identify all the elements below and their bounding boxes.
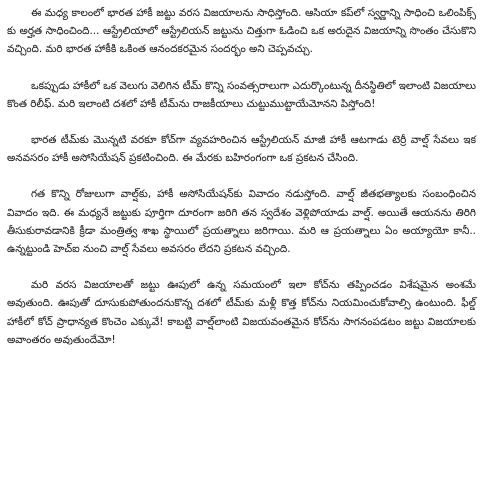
paragraph-coach-dismissed: భారత టీమ్‌కు మొన్నటి వరకూ కోచ్‌గా వ్యవహరించిన ఆస్ట్రేలియన్ మాజీ హాకీ ఆటగాడు టెర్రీ వాల్ష్ సేవలు ఇక అనవసరం హాకీ అసోసియేషన్ ప్రకటించింది. ఈ మేరకు బహిరంగంగా ఒక ప్రకటన చేసింది. (7, 134, 476, 165)
paragraph-salary-dispute: గత కొన్ని రోజులుగా వాల్ష్‌కు, హాకీ అసోసియేషన్‌కు వివాదం నడుస్తోంది. వాల్ష్ జీతభత్యాలకు సంబంధించిన వివాదం ఇది. ఈ మధ్యనే జట్టుకు పూర్తిగా దూరంగా జరిగి తన స్వదేశం వెళ్లిపోయాడు వాల్ష్. అయితే ఆయనను తిరిగి తీసుకురావడానికి క్రీడా మంత్రిత్వ శాఖ స్థాయిలో ప్రయత్నాలు జరిగాయి. మరి ఆ ప్రయత్నాలు ఏం అయ్యాయో కానీ.. ఉన్నట్టుండి హెచ్ఐ నుంచి వాల్ష్ సేవలు అవసరం లేదని ప్రకటన వచ్చింది. (7, 188, 476, 256)
paragraph-asia-cup-win: ఈ మధ్య కాలంలో భారత హాకీ జట్టు వరస విజయాలను సాధిస్తోంది. ఆసియా కప్‌లో స్వర్ణాన్ని సాధించి ఒలింపిక్స్ కు అర్హత సాధించింది... ఆస్ట్రేలియాలో ఆస్ట్రేలియన్ జట్టును చిత్తుగా ఓడించి ఒక అరుదైన విజయాన్ని సొంతం చేసుకొని వచ్చింది. మరి భారత హాకీకి ఒకింత ఆనందకరమైన సందర్భం అని చెప్పవచ్చు. (7, 7, 476, 56)
paragraph-team-relief: ఒకప్పుడు హాకీలో ఒక వెలుగు వెలిగిన టీమ్ కొన్ని సంవత్సరాలుగా ఎదుర్కొంటున్న దీనస్థితిలో ఇలాంటి విజయాలు కొంత రిలీఫ్. మరి ఇలాంటి దశలో హాకీ టీమ్‌ను రాజకీయాలు చుట్టుముట్టాయేమోనని పిస్తోంది! (7, 79, 476, 110)
article-body (7, 4, 476, 349)
paragraph-new-coach: మరి వరస విజయాలతో జట్టు ఊపులో ఉన్న సమయంలో ఇలా కోచ్‌ను తప్పించడం విశేషమైన అంశమే అవుతుంది. ఊపుతో దూసుకుపోతుందనుకొన్న దశలో టీమ్‌కు మళ్లీ కొత్త కోచ్‌ను నియమించుకోవాల్సి ఉంటుంది. ఫీల్డ్ హాకీలో కోచ్ ప్రాధాన్యత కొంచెం ఎక్కువే! కాబట్టి వాల్ష్‌లాంటి విజయవంతమైన కోచ్‌ను సాగనంపడటం జట్టు విజయాలకు అవాంతరం అవుతుందేమో! (7, 279, 476, 346)
